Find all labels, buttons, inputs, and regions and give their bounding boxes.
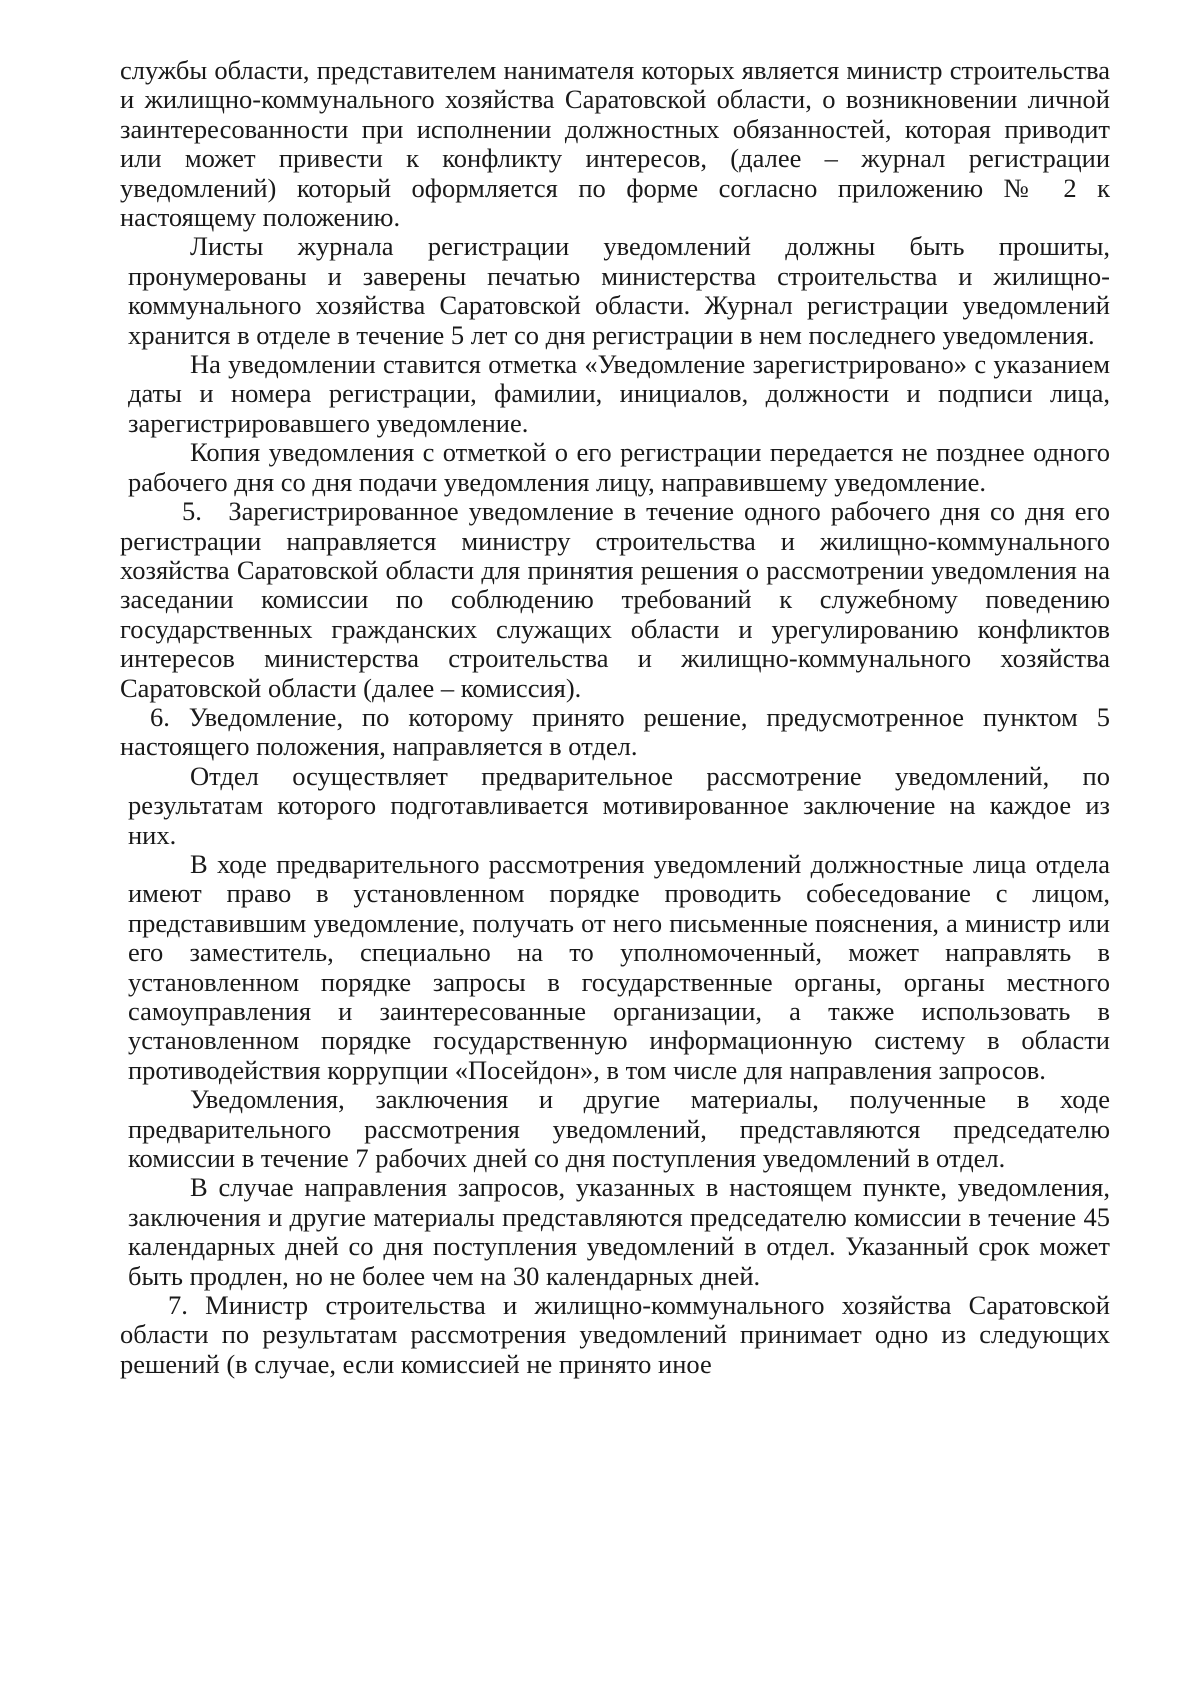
paragraph-materials-45-days: В случае направления запросов, указанных в настоящем пункте, уведомления, заключения и другие материалы представляются председателю комиссии в течение 45 календарных дней со дня поступления уведомлений в отдел. Указанный срок может быть продлен, но не более чем на 30 календарных дней. <box>128 1172 1110 1291</box>
paragraph-interview-rights: В ходе предварительного рассмотрения уведомлений должностные лица отдела имеют право в установленном порядке проводить собеседование с лицом, представившим уведомление, получать от него письменные пояснения, а министр или его заместитель, специально на то уполномоченный, может направлять в установленном порядке запросы в государственные органы, органы местного самоуправления и заинтересованные организации, а также использовать в установленном порядке государственную информационную систему в области противодействия коррупции «Посейдон», в том числе для направления запросов. <box>128 848 1110 1085</box>
paragraph-preliminary-review: Отдел осуществляет предварительное рассмотрение уведомлений, по результатам которого подготавливается мотивированное заключение на каждое из них. <box>128 760 1110 850</box>
paragraph-materials-7-days: Уведомления, заключения и другие материалы, полученные в ходе предварительного рассмотрения уведомлений, представляются председателю комиссии в течение 7 рабочих дней со дня поступления уведомлений в отдел. <box>128 1084 1110 1174</box>
document-body <box>120 56 1110 1379</box>
paragraph-journal-sheets: Листы журнала регистрации уведомлений должны быть прошиты, пронумерованы и заверены печатью министерства строительства и жилищно-коммунального хозяйства Саратовской области. Журнал регистрации уведомлений хранится в отделе в течение 5 лет со дня регистрации в нем последнего уведомления. <box>128 231 1110 350</box>
paragraph-item-7: 7. Министр строительства и жилищно-коммунального хозяйства Саратовской области по результатам рассмотрения уведомлений принимает одно из следующих решений (в случае, если комиссией не принято иное <box>120 1290 1110 1379</box>
paragraph-item-5: 5. Зарегистрированное уведомление в течение одного рабочего дня со дня его регистрации направляется министру строительства и жилищно-коммунального хозяйства Саратовской области для принятия решения о рассмотрении уведомления на заседании комиссии по соблюдению требований к служебному поведению государственных гражданских служащих области и урегулированию конфликтов интересов министерства строительства и жилищно-коммунального хозяйства Саратовской области (далее – комиссия). <box>120 496 1110 703</box>
paragraph-item-6: 6. Уведомление, по которому принято решение, предусмотренное пунктом 5 настоящего положения, направляется в отдел. <box>120 701 1110 762</box>
paragraph-journal-intro: службы области, представителем нанимателя которых является министр строительства и жилищно-коммунального хозяйства Саратовской области, о возникновении личной заинтересованности при исполнении должностных обязанностей, которая приводит или может привести к конфликту интересов, (далее – журнал регистрации уведомлений) который оформляется по форме согласно приложению № 2 к настоящему положению. <box>120 55 1110 233</box>
paragraph-copy-transfer: Копия уведомления с отметкой о его регистрации передается не позднее одного рабочего дня со дня подачи уведомления лицу, направившему уведомление. <box>128 437 1110 497</box>
paragraph-registration-mark: На уведомлении ставится отметка «Уведомление зарегистрировано» с указанием даты и номера регистрации, фамилии, инициалов, должности и подписи лица, зарегистрировавшего уведомление. <box>128 349 1110 438</box>
